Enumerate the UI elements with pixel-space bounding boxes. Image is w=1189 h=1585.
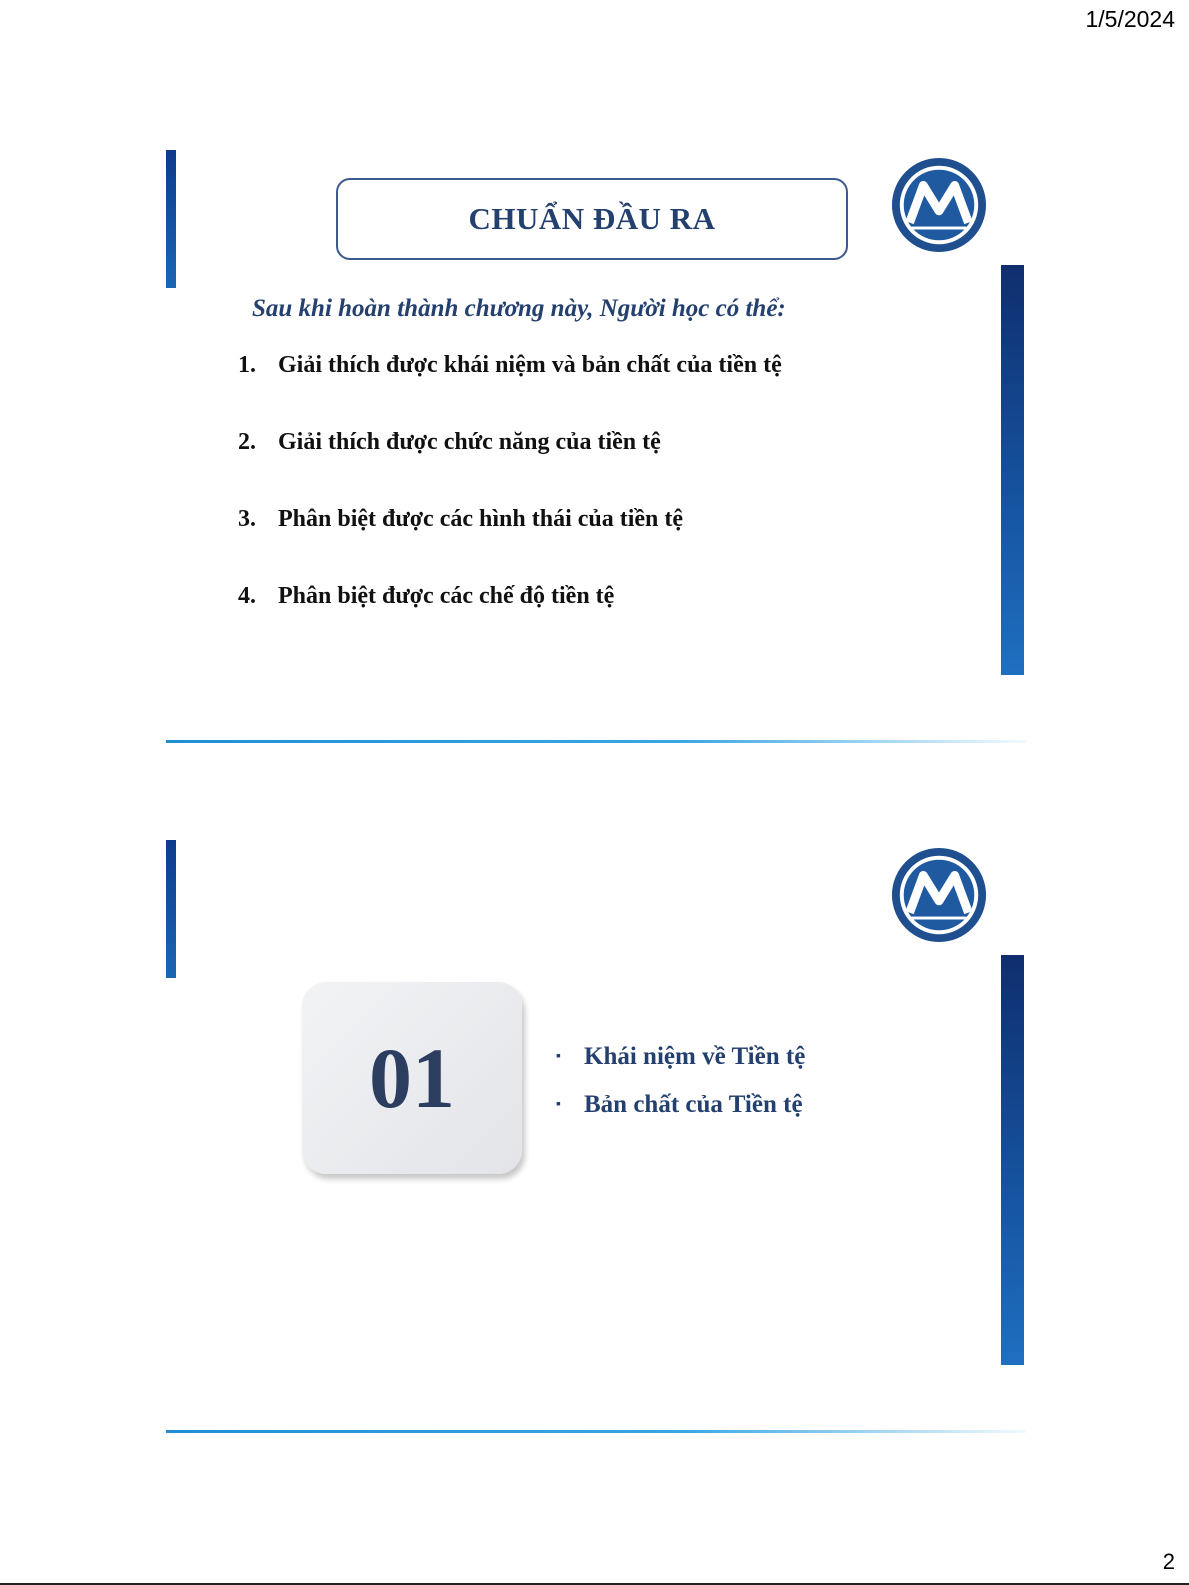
page-number: 2 [1162, 1549, 1175, 1574]
slide-section-01 [166, 840, 1026, 1440]
square-bullet-icon: ▪ [556, 1097, 561, 1112]
slide-bottom-line [166, 1430, 1026, 1433]
list-number: 1. [238, 352, 256, 378]
list-item [238, 506, 782, 583]
section-number-card [302, 982, 522, 1174]
topics-list [556, 1033, 805, 1129]
list-item [238, 583, 782, 660]
list-number: 3. [238, 506, 256, 532]
slide-bottom-line [166, 740, 1026, 743]
list-text: Giải thích được chức năng của tiền tệ [278, 429, 661, 455]
section-number: 01 [369, 1030, 455, 1126]
university-logo-icon [890, 156, 988, 254]
outcomes-list [238, 352, 782, 660]
list-number: 4. [238, 583, 256, 609]
list-text: Giải thích được khái niệm và bản chất của tiền tệ [278, 352, 782, 378]
topic-text: Bản chất của Tiền tệ [584, 1091, 803, 1118]
list-number: 2. [238, 429, 256, 455]
slide-title: CHUẨN ĐẦU RA [468, 201, 716, 236]
list-item [238, 429, 782, 506]
list-item [556, 1033, 805, 1081]
title-box [336, 178, 848, 260]
list-item [556, 1081, 805, 1129]
square-bullet-icon: ▪ [556, 1049, 561, 1064]
topic-text: Khái niệm về Tiền tệ [584, 1043, 806, 1070]
slide-learning-outcomes [166, 150, 1026, 750]
intro-text: Sau khi hoàn thành chương này, Người học có thể: [252, 295, 786, 322]
list-item [238, 352, 782, 429]
left-accent-bar [166, 840, 176, 978]
list-text: Phân biệt được các hình thái của tiền tệ [278, 506, 684, 532]
page-date: 1/5/2024 [1085, 6, 1175, 32]
list-text: Phân biệt được các chế độ tiền tệ [278, 583, 615, 609]
university-logo-icon [890, 846, 988, 944]
left-accent-bar [166, 150, 176, 288]
right-accent-bar [1001, 955, 1024, 1365]
right-accent-bar [1001, 265, 1024, 675]
